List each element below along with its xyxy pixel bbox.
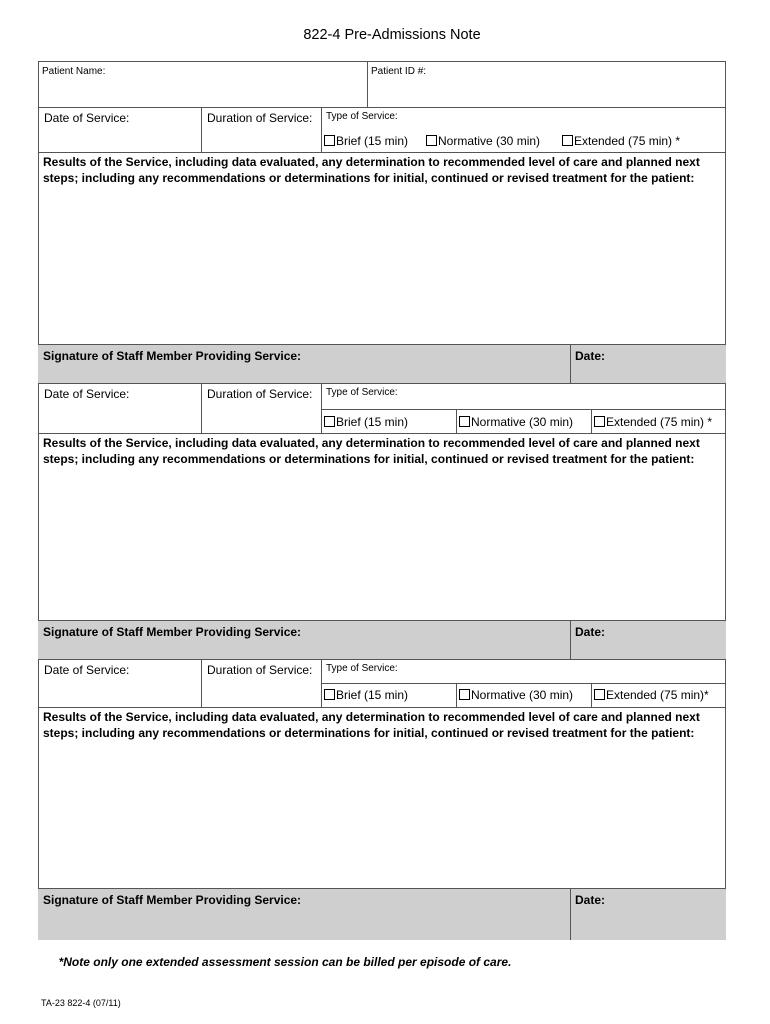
page-title: 822-4 Pre-Admissions Note	[303, 27, 481, 43]
signature-field[interactable]: Signature of Staff Member Providing Service:	[43, 625, 302, 639]
checkbox-brief[interactable]	[324, 416, 335, 427]
checkbox-brief[interactable]	[324, 689, 335, 700]
patient-name-field[interactable]: Patient Name:	[42, 66, 106, 77]
signature-field[interactable]: Signature of Staff Member Providing Service:	[43, 893, 302, 907]
signature-field[interactable]: Signature of Staff Member Providing Service:	[43, 349, 302, 363]
results-of-service-field[interactable]: Results of the Service, including data evaluated, any determination to recommended level of care and planned next steps; including any recommendations or determinations for initial, continued or revised treatment for the patient:	[43, 710, 700, 740]
option-extended[interactable]: Extended (75 min) *	[594, 415, 712, 429]
option-extended[interactable]: Extended (75 min)*	[594, 688, 709, 702]
option-brief[interactable]: Brief (15 min)	[324, 415, 408, 429]
type-of-service-label: Type of Service:	[326, 663, 398, 674]
date-of-service-field[interactable]: Date of Service:	[44, 111, 130, 125]
option-normative[interactable]: Normative (30 min)	[426, 134, 540, 148]
duration-of-service-field[interactable]: Duration of Service:	[207, 663, 313, 677]
signature-date-field[interactable]: Date:	[575, 625, 606, 639]
results-of-service-field[interactable]: Results of the Service, including data evaluated, any determination to recommended level of care and planned next steps; including any recommendations or determinations for initial, continued or revised treatment for the patient:	[43, 155, 700, 185]
type-of-service-label: Type of Service:	[326, 111, 398, 122]
checkbox-extended[interactable]	[594, 416, 605, 427]
option-brief[interactable]: Brief (15 min)	[324, 134, 408, 148]
results-of-service-field[interactable]: Results of the Service, including data evaluated, any determination to recommended level of care and planned next steps; including any recommendations or determinations for initial, continued or revised treatment for the patient:	[43, 436, 700, 466]
patient-id-field[interactable]: Patient ID #:	[371, 66, 427, 77]
date-of-service-field[interactable]: Date of Service:	[44, 387, 130, 401]
date-of-service-field[interactable]: Date of Service:	[44, 663, 130, 677]
signature-date-field[interactable]: Date:	[575, 349, 606, 363]
option-normative[interactable]: Normative (30 min)	[459, 688, 573, 702]
billing-footnote: *Note only one extended assessment session can be billed per episode of care.	[58, 955, 512, 969]
signature-date-field[interactable]: Date:	[575, 893, 606, 907]
checkbox-extended[interactable]	[562, 135, 573, 146]
duration-of-service-field[interactable]: Duration of Service:	[207, 111, 313, 125]
checkbox-normative[interactable]	[459, 416, 470, 427]
option-extended[interactable]: Extended (75 min) *	[562, 134, 680, 148]
checkbox-normative[interactable]	[459, 689, 470, 700]
service-session-1	[38, 107, 726, 384]
option-normative[interactable]: Normative (30 min)	[459, 415, 573, 429]
checkbox-brief[interactable]	[324, 135, 335, 146]
form-code: TA-23 822-4 (07/11)	[41, 998, 121, 1008]
duration-of-service-field[interactable]: Duration of Service:	[207, 387, 313, 401]
checkbox-extended[interactable]	[594, 689, 605, 700]
checkbox-normative[interactable]	[426, 135, 437, 146]
type-of-service-label: Type of Service:	[326, 387, 398, 398]
option-brief[interactable]: Brief (15 min)	[324, 688, 408, 702]
